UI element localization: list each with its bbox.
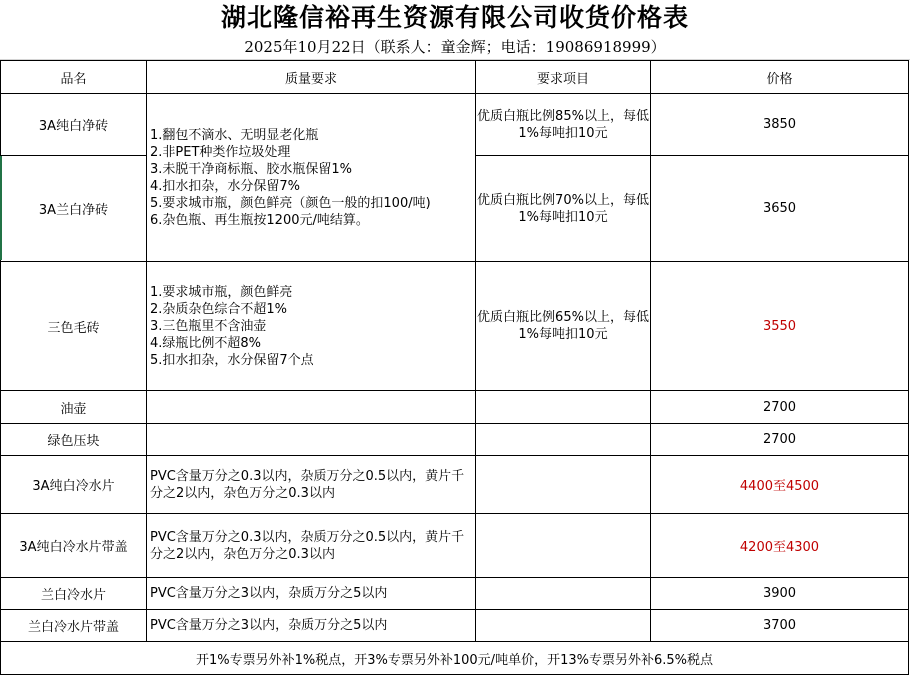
price-table xyxy=(0,60,909,675)
quality-cell[interactable] xyxy=(147,424,476,456)
requirement-cell[interactable]: 优质白瓶比例85%以上，每低1%每吨扣10元 xyxy=(476,94,651,156)
quality-line: 4.扣水扣杂，水分保留7% xyxy=(150,178,301,194)
price-cell[interactable]: 2700 xyxy=(651,391,909,424)
price-cell[interactable]: 3550 xyxy=(651,262,909,391)
table-row xyxy=(1,262,909,391)
quality-line: 6.杂色瓶、再生瓶按1200元/吨结算。 xyxy=(150,212,369,228)
quality-cell[interactable] xyxy=(147,94,476,262)
product-name-cell[interactable]: 3A纯白冷水片带盖 xyxy=(1,514,147,578)
price-cell[interactable]: 3650 xyxy=(651,156,909,262)
requirement-cell[interactable] xyxy=(476,391,651,424)
price-cell[interactable]: 2700 xyxy=(651,424,909,456)
sheet-subtitle: 2025年10月22日（联系人：童金辉；电话：19086918999） xyxy=(244,38,666,56)
quality-line: 3.三色瓶里不含油壶 xyxy=(150,318,267,334)
footer-note[interactable]: 开1%专票另外补1%税点，开3%专票另外补100元/吨单价，开13%专票另外补6.5%税点 xyxy=(1,642,909,675)
table-row xyxy=(1,578,909,610)
quality-line: 1.要求城市瓶，颜色鲜亮 xyxy=(150,284,293,300)
quality-cell[interactable]: PVC含量万分之3以内，杂质万分之5以内 xyxy=(147,578,476,610)
cell-selection-marker xyxy=(0,156,2,260)
header-quality[interactable]: 质量要求 xyxy=(147,61,476,94)
quality-line: 5.扣水扣杂，水分保留7个点 xyxy=(150,352,314,368)
requirement-cell[interactable] xyxy=(476,610,651,642)
price-cell[interactable]: 4400至4500 xyxy=(651,456,909,514)
quality-line: 2.杂质杂色综合不超1% xyxy=(150,301,288,317)
product-name-cell[interactable]: 3A兰白净砖 xyxy=(1,156,147,262)
product-name-cell[interactable]: 兰白冷水片带盖 xyxy=(1,610,147,642)
header-row xyxy=(1,61,909,94)
quality-line: 1.翻包不滴水、无明显老化瓶 xyxy=(150,127,319,143)
product-name-cell[interactable]: 油壶 xyxy=(1,391,147,424)
table-row xyxy=(1,610,909,642)
price-cell[interactable]: 3900 xyxy=(651,578,909,610)
header-price[interactable]: 价格 xyxy=(651,61,909,94)
quality-cell[interactable] xyxy=(147,391,476,424)
requirement-cell[interactable] xyxy=(476,578,651,610)
quality-line: 4.绿瓶比例不超8% xyxy=(150,335,262,351)
quality-cell[interactable]: PVC含量万分之0.3以内，杂质万分之0.5以内，黄片千分之2以内，杂色万分之0.3以内 xyxy=(147,514,476,578)
quality-line: 3.未脱干净商标瓶、胶水瓶保留1% xyxy=(150,161,353,177)
price-cell[interactable]: 4200至4300 xyxy=(651,514,909,578)
requirement-cell[interactable] xyxy=(476,514,651,578)
header-name[interactable]: 品名 xyxy=(1,61,147,94)
product-name-cell[interactable]: 3A纯白净砖 xyxy=(1,94,147,156)
quality-line: 2.非PET种类作垃圾处理 xyxy=(150,144,291,160)
requirement-cell[interactable]: 优质白瓶比例65%以上，每低1%每吨扣10元 xyxy=(476,262,651,391)
requirement-cell[interactable] xyxy=(476,424,651,456)
requirement-cell[interactable] xyxy=(476,456,651,514)
header-requirement[interactable]: 要求项目 xyxy=(476,61,651,94)
table-row xyxy=(1,514,909,578)
table-row xyxy=(1,424,909,456)
quality-cell[interactable] xyxy=(147,262,476,391)
quality-cell[interactable]: PVC含量万分之0.3以内，杂质万分之0.5以内，黄片千分之2以内，杂色万分之0.3以内 xyxy=(147,456,476,514)
footer-row xyxy=(1,642,909,675)
sheet-title: 湖北隆信裕再生资源有限公司收货价格表 xyxy=(220,3,689,32)
requirement-cell[interactable]: 优质白瓶比例70%以上，每低1%每吨扣10元 xyxy=(476,156,651,262)
quality-cell[interactable]: PVC含量万分之3以内，杂质万分之5以内 xyxy=(147,610,476,642)
table-row xyxy=(1,456,909,514)
table-row xyxy=(1,391,909,424)
price-cell[interactable]: 3850 xyxy=(651,94,909,156)
product-name-cell[interactable]: 兰白冷水片 xyxy=(1,578,147,610)
table-row xyxy=(1,94,909,156)
price-cell[interactable]: 3700 xyxy=(651,610,909,642)
product-name-cell[interactable]: 绿色压块 xyxy=(1,424,147,456)
product-name-cell[interactable]: 三色毛砖 xyxy=(1,262,147,391)
quality-line: 5.要求城市瓶，颜色鲜亮（颜色一般的扣100/吨) xyxy=(150,195,431,211)
product-name-cell[interactable]: 3A纯白冷水片 xyxy=(1,456,147,514)
